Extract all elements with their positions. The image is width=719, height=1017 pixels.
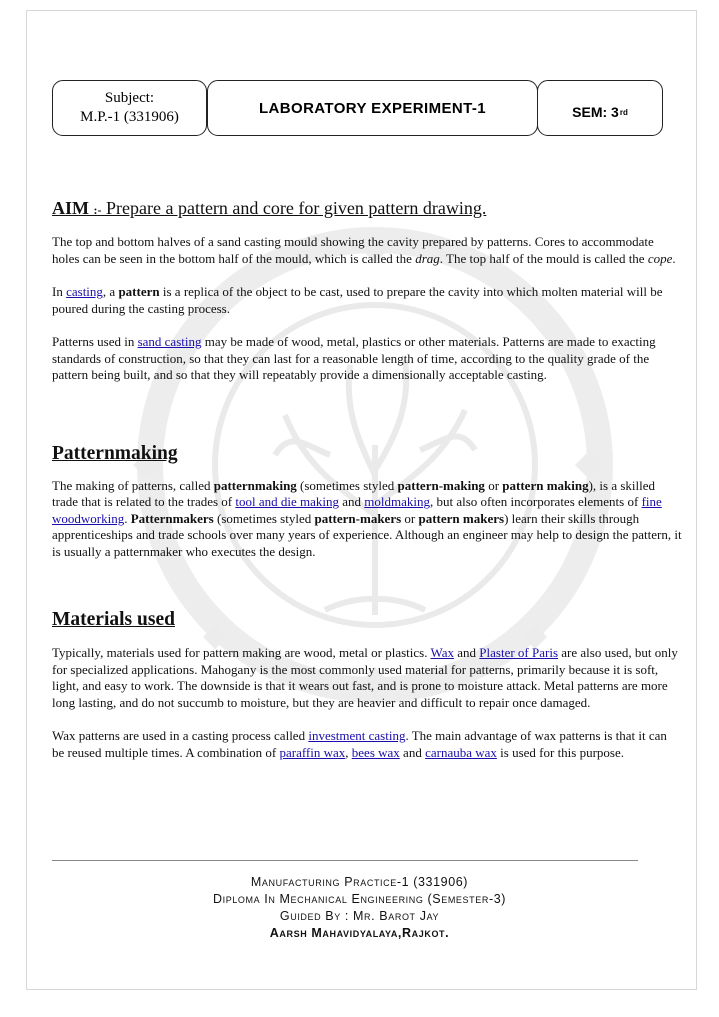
aim-separator: :- [93, 203, 102, 217]
text-span: or [484, 477, 503, 493]
semester-superscript: rd [619, 107, 628, 117]
bold-term: pattern-making [397, 477, 485, 493]
footer-institute: Aarsh Mahavidyalaya,Rajkot. [269, 926, 450, 940]
wax-link[interactable]: Wax [430, 645, 455, 660]
text-span: . [124, 510, 131, 526]
text-span: , but also often incorporates elements of [430, 494, 642, 509]
text-span: or [401, 510, 419, 526]
text-span: , a [102, 284, 119, 299]
aim-label: AIM [52, 198, 89, 218]
paraffin-wax-link[interactable]: paraffin wax [279, 744, 346, 760]
text-span: , [345, 744, 352, 760]
text-span: (sometimes styled [213, 510, 315, 526]
carnauba-wax-link[interactable]: carnauba wax [425, 744, 497, 760]
text-span: In [52, 284, 67, 299]
patternmaking-heading: Patternmaking [52, 442, 178, 464]
fine-woodworking-link[interactable]: fine woodworking [52, 494, 662, 526]
text-span: Typically, materials used for pattern making are wood, metal or plastics. [52, 645, 431, 660]
moldmaking-link[interactable]: moldmaking [364, 494, 430, 509]
footer-guide: Guided By : Mr. Barot Jay [279, 909, 440, 923]
page-footer [0, 874, 719, 942]
subject-box [52, 80, 207, 136]
aim-text: Prepare a pattern and core for given pattern drawing. [101, 198, 487, 218]
sand-casting-link[interactable]: sand casting [137, 334, 202, 349]
footer-divider [52, 860, 638, 861]
text-span: and [454, 645, 480, 660]
text-span: The making of patterns, called [52, 477, 214, 493]
text-span: may be made of wood, metal, plastics or other materials. Patterns are made to exacting standards of construction, so that they can last for a reasonable length of time, according to the quality grade of the pattern being built, and so that they will repeatably provide a dimensionally acceptable casting. [52, 334, 656, 382]
text-span: . The main advantage of wax patterns is that it can be reused multiple times. A combination of [52, 728, 667, 760]
text-span: ), is a skilled trade that is related to the trades of [52, 477, 656, 509]
tool-and-die-link[interactable]: tool and die making [235, 494, 339, 509]
pattern-term: pattern [118, 284, 160, 299]
document-body [52, 196, 682, 761]
text-span: Wax patterns are used in a casting process called [52, 728, 309, 743]
text-span: (sometimes styled [296, 477, 398, 493]
text-span: is a replica of the object to be cast, used to prepare the cavity into which molten material will be poured during the casting process. [52, 284, 663, 316]
bold-term: pattern making [502, 477, 589, 493]
intro-paragraph-2 [52, 284, 682, 317]
casting-link[interactable]: casting [66, 284, 103, 299]
subject-label: Subject: [104, 90, 155, 106]
experiment-title-box [207, 80, 538, 136]
text-span: . [672, 250, 676, 266]
bold-term: pattern-makers [314, 510, 402, 526]
aim-line [52, 196, 682, 222]
bold-term: pattern makers [418, 510, 505, 526]
patternmaking-paragraph [52, 478, 682, 561]
text-span: are also used, but only for specialized applications. Mahogany is the most commonly used material for patterns, primarily because it is soft, light, and easy to work. The downside is that it wears out fast, and is prone to moisture attack. Metal patterns are more long lasting, and do not succumb to moisture, but they are heavier and difficult to repair once damaged. [52, 645, 678, 710]
subject-code: M.P.-1 (331906) [80, 109, 179, 125]
footer-diploma: Diploma In Mechanical Engineering (Semester-3) [212, 892, 507, 906]
text-span: is used for this purpose. [496, 744, 625, 760]
bold-term: patternmaking [213, 477, 297, 493]
text-span: The top and bottom halves of a sand casting mould showing the cavity prepared by patterns. Cores to accommodate holes can be seen in the bottom half of the mould, which is called the [52, 234, 654, 266]
text-span: and [399, 744, 426, 760]
materials-heading: Materials used [52, 609, 175, 630]
intro-paragraph-1 [52, 234, 682, 267]
bees-wax-link[interactable]: bees wax [351, 744, 400, 760]
materials-paragraph-1 [52, 645, 682, 711]
experiment-title: LABORATORY EXPERIMENT-1 [258, 99, 486, 117]
drag-term: drag [415, 250, 440, 266]
footer-course: Manufacturing Practice-1 (331906) [250, 875, 469, 889]
semester-label: SEM: 3 [572, 104, 619, 120]
cope-term: cope [647, 250, 673, 266]
text-span: Patterns used in [52, 334, 138, 349]
investment-casting-link[interactable]: investment casting [308, 728, 406, 743]
plaster-of-paris-link[interactable]: Plaster of Paris [479, 645, 559, 660]
bold-term: Patternmakers [130, 510, 214, 526]
materials-paragraph-2 [52, 728, 682, 761]
intro-paragraph-3 [52, 334, 682, 384]
text-span: . The top half of the mould is called the [439, 250, 648, 266]
semester-box [537, 80, 663, 136]
text-span: ) learn their skills through apprenticeships and trade schools over many years of experience. Although an engineer may help to design the pattern, it is usually a patternmaker who executes the design. [52, 510, 682, 559]
text-span: and [339, 494, 365, 509]
